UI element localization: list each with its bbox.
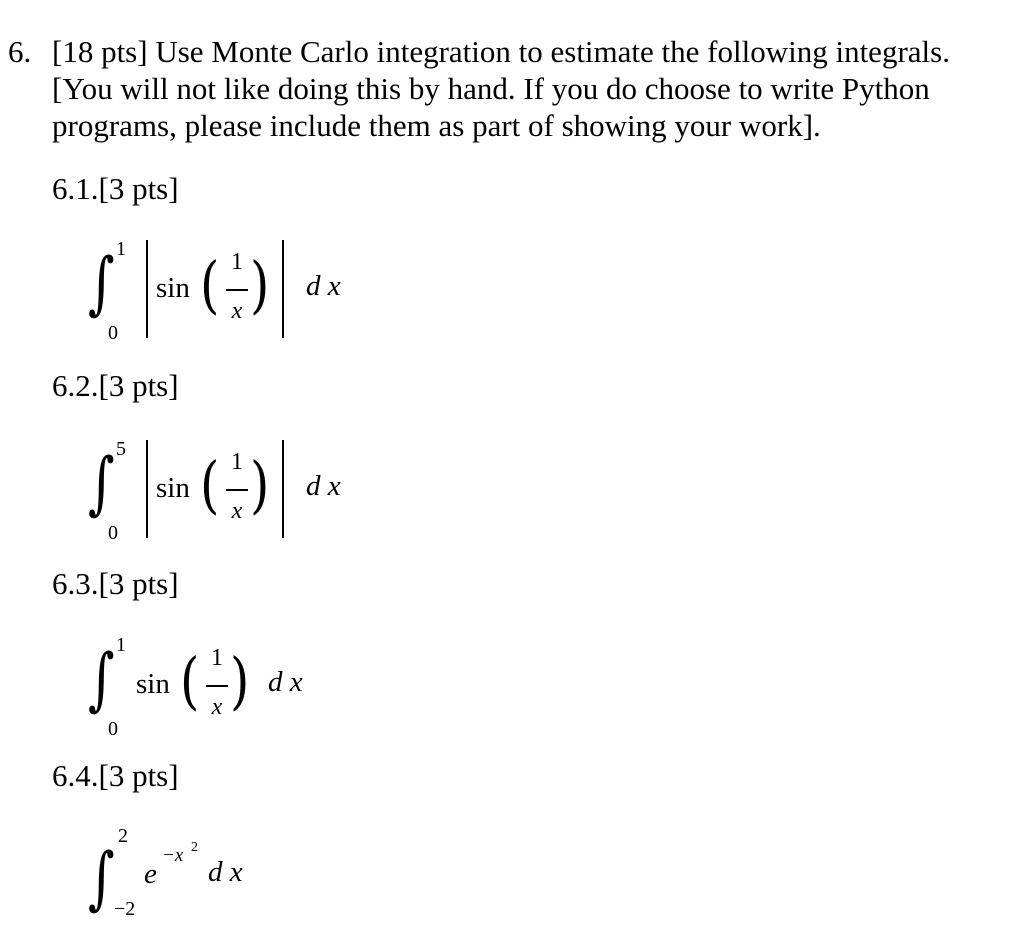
exp-base: e bbox=[144, 858, 157, 890]
problem-line-3: programs, please include them as part of showing your work]. bbox=[52, 108, 821, 143]
part-6-3-label: 6.3.[3 pts] bbox=[52, 566, 179, 601]
lower-limit: −2 bbox=[114, 898, 136, 920]
abs-bar-right bbox=[282, 440, 284, 538]
sin-function: sin bbox=[156, 472, 190, 504]
differential: d x bbox=[306, 470, 341, 502]
problem-line-2: [You will not like doing this by hand. If you do choose to write Python bbox=[52, 71, 930, 106]
abs-bar-right bbox=[282, 240, 284, 338]
part-6-2-label: 6.2.[3 pts] bbox=[52, 368, 179, 403]
integral-sign: ∫ bbox=[88, 640, 115, 719]
fraction-numerator: 1 bbox=[211, 645, 223, 671]
paren-left: ( bbox=[200, 448, 220, 521]
problem-number: 6. bbox=[8, 34, 32, 69]
upper-limit: 1 bbox=[116, 634, 126, 656]
lower-limit: 0 bbox=[108, 718, 118, 740]
integral-sign: ∫ bbox=[88, 839, 115, 918]
differential: d x bbox=[208, 856, 243, 888]
fraction-line bbox=[226, 289, 248, 291]
problem-line-1: [18 pts] Use Monte Carlo integration to estimate the following integrals. bbox=[52, 34, 950, 69]
integral-sign: ∫ bbox=[88, 244, 115, 323]
upper-limit: 2 bbox=[118, 825, 128, 847]
paren-right: ) bbox=[230, 644, 250, 717]
lower-limit: 0 bbox=[108, 322, 118, 344]
paren-left: ( bbox=[180, 644, 200, 717]
part-6-1-label: 6.1.[3 pts] bbox=[52, 171, 179, 206]
fraction-denominator: x bbox=[231, 498, 243, 524]
abs-bar-left bbox=[146, 240, 148, 338]
differential: d x bbox=[306, 270, 341, 302]
paren-right: ) bbox=[250, 448, 270, 521]
paren-right: ) bbox=[250, 248, 270, 321]
sin-function: sin bbox=[136, 668, 170, 700]
upper-limit: 1 bbox=[116, 238, 126, 260]
fraction-line bbox=[226, 489, 248, 491]
part-6-4-label: 6.4.[3 pts] bbox=[52, 758, 179, 793]
sin-function: sin bbox=[156, 272, 190, 304]
abs-bar-left bbox=[146, 440, 148, 538]
fraction-denominator: x bbox=[231, 298, 243, 324]
fraction-numerator: 1 bbox=[231, 249, 243, 275]
differential: d x bbox=[268, 666, 303, 698]
exp-exponent: −x bbox=[162, 845, 184, 866]
fraction-numerator: 1 bbox=[231, 449, 243, 475]
upper-limit: 5 bbox=[116, 438, 126, 460]
integral-sign: ∫ bbox=[88, 444, 115, 523]
fraction-denominator: x bbox=[211, 694, 223, 720]
exp-exponent-power: 2 bbox=[191, 840, 198, 855]
paren-left: ( bbox=[200, 248, 220, 321]
lower-limit: 0 bbox=[108, 522, 118, 544]
fraction-line bbox=[206, 685, 228, 687]
